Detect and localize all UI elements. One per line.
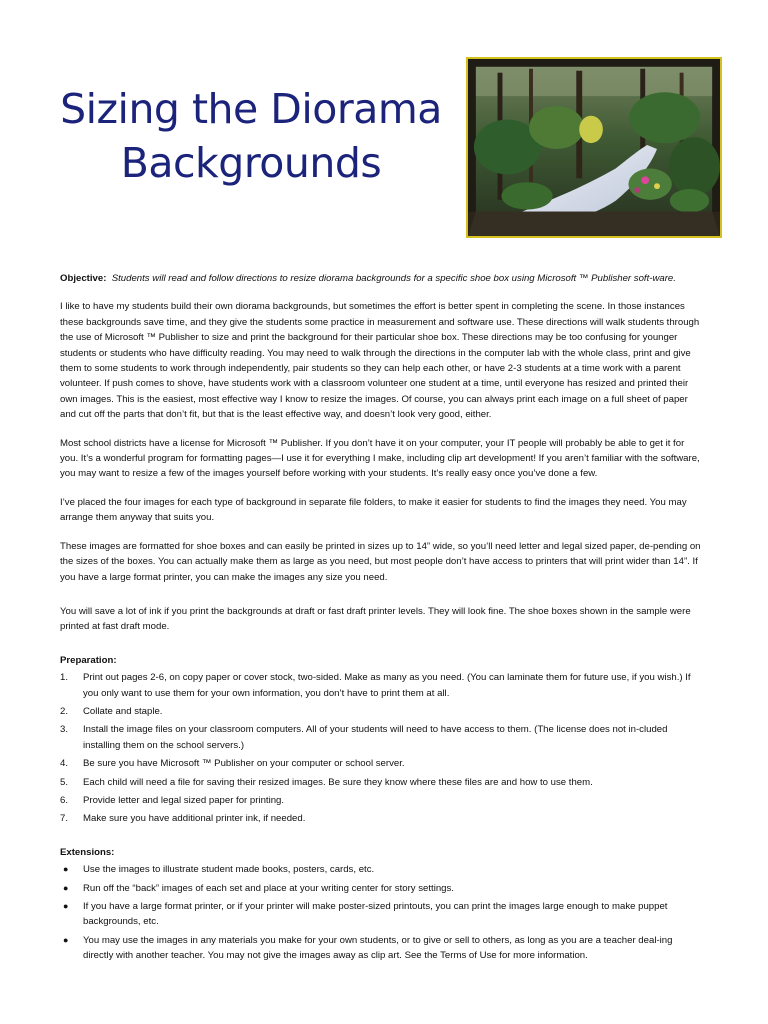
page-title-line-1: Sizing the Diorama (60, 85, 442, 133)
intro-paragraph: I like to have my students build their own diorama backgrounds, but sometimes the effort is better spent in completing the scene. In those instances these backgrounds save time, and they give the students some practice in measurement and software use. These directions will walk students through the use of Microsoft ™ Publisher to size and print the background for their particular shoe box. These directions may be too confusing for younger students or students who have difficulty reading. You may need to walk through the directions in the computer lab with the whole class, print and give them to some students to work through independently, pair students so they can help each other, or have 2-3 students at a time work with a parent volunteer. If push comes to shove, have students work with a classroom volunteer one student at a time, until everyone has resized and printed their own images. This is the easiest, most effective way I know to resize the images. Of course, you can always print each image on a full sheet of paper and cut off the parts that don’t fit, but that is the least effective way, and doesn’t look very good, either. (60, 301, 700, 421)
extensions-list (60, 862, 702, 963)
bullet-icon: ● (63, 901, 69, 911)
list-item-text: Be sure you have Microsoft ™ Publisher on your computer or school server. (83, 758, 405, 770)
list-item (60, 704, 702, 719)
list-item-text: Run off the “back” images of each set and place at your writing center for story settings. (83, 882, 454, 894)
list-item-text: You may use the images in any materials you make for your own students, or to give or sell to others, as long as you are a teacher deal-ing directly with another teacher. You may not give the images away as clip art. See the Terms of Use for more information. (83, 934, 673, 962)
list-number: 2. (60, 705, 69, 717)
list-item (60, 793, 702, 808)
bullet-icon: ● (63, 934, 69, 945)
objective-paragraph (60, 271, 702, 286)
list-item (60, 775, 702, 790)
document-body (60, 271, 702, 967)
list-number: 3. (60, 724, 69, 736)
list-item-text: Install the image files on your classroom computers. All of your students will need to have access to them. (The license does not in-cluded installing them on the school servers.) (83, 724, 668, 751)
objective-label: Objective: (60, 273, 107, 284)
list-item (60, 722, 702, 753)
list-item-text: Each child will need a file for saving their resized images. Be sure they know where these files are and how to use them. (83, 776, 593, 788)
list-number: 6. (60, 794, 69, 806)
license-paragraph: Most school districts have a license for Microsoft ™ Publisher. If you don’t have it on your computer, your IT people will probably be able to get it for you. It’s a wonderful program for formatting pages—I use it for everything I make, including clip art development! If you aren’t familiar with the software, you may want to resize a few of the images yourself before working with your students. It’s really easy once you’ve done a few. (60, 437, 700, 480)
diorama-photo (466, 57, 722, 238)
list-number: 4. (60, 758, 69, 770)
folders-paragraph: I’ve placed the four images for each type of background in separate file folders, to make it easier for students to find the images they need. You may arrange them anyway that suits you. (60, 496, 687, 524)
list-item (60, 933, 702, 964)
list-number: 1. (60, 672, 69, 684)
preparation-list (60, 670, 702, 827)
list-item-text: If you have a large format printer, or if your printer will make poster-sized printouts, you can print the images large enough to make puppet backgrounds, etc. (83, 901, 668, 928)
objective-text: Students will read and follow directions to resize diorama backgrounds for a specific shoe box using Microsoft ™ Publisher soft-ware. (111, 273, 676, 284)
list-item-text: Provide letter and legal sized paper for printing. (83, 794, 285, 806)
list-item (60, 862, 702, 877)
preparation-heading: Preparation: (60, 654, 117, 666)
diorama-scene-image (468, 59, 720, 236)
page-title-line-2: Backgrounds (120, 139, 382, 187)
ink-paragraph: You will save a lot of ink if you print the backgrounds at draft or fast draft printer levels. They will look fine. The shoe boxes shown in the sample were printed at fast draft mode. (60, 605, 691, 633)
formatting-paragraph: These images are formatted for shoe boxes and can easily be printed in sizes up to 14” wide, so you’ll need letter and legal sized paper, de-pending on the sizes of the boxes. You can actually make them as large as you need, but most people don’t have access to printers that will print wider than 14”. If you have a large format printer, you can make the images any size you need. (60, 540, 701, 583)
list-number: 5. (60, 776, 69, 788)
list-number: 7. (60, 813, 69, 825)
extensions-heading: Extensions: (60, 846, 115, 858)
list-item-text: Use the images to illustrate student made books, posters, cards, etc. (83, 864, 375, 876)
list-item (60, 756, 702, 771)
list-item (60, 670, 702, 701)
list-item-text: Collate and staple. (83, 705, 163, 717)
list-item (60, 881, 702, 896)
list-item-text: Print out pages 2-6, on copy paper or cover stock, two-sided. Make as many as you need. (You can laminate them for future use, if you wish.) If you only want to use them for your own information, you don’t have to print them at all. (83, 672, 691, 699)
bullet-icon: ● (63, 882, 69, 893)
list-item-text: Make sure you have additional printer ink, if needed. (83, 813, 306, 825)
bullet-icon: ● (63, 864, 69, 875)
list-item (60, 899, 702, 930)
page-title (46, 82, 456, 190)
list-item (60, 811, 702, 826)
